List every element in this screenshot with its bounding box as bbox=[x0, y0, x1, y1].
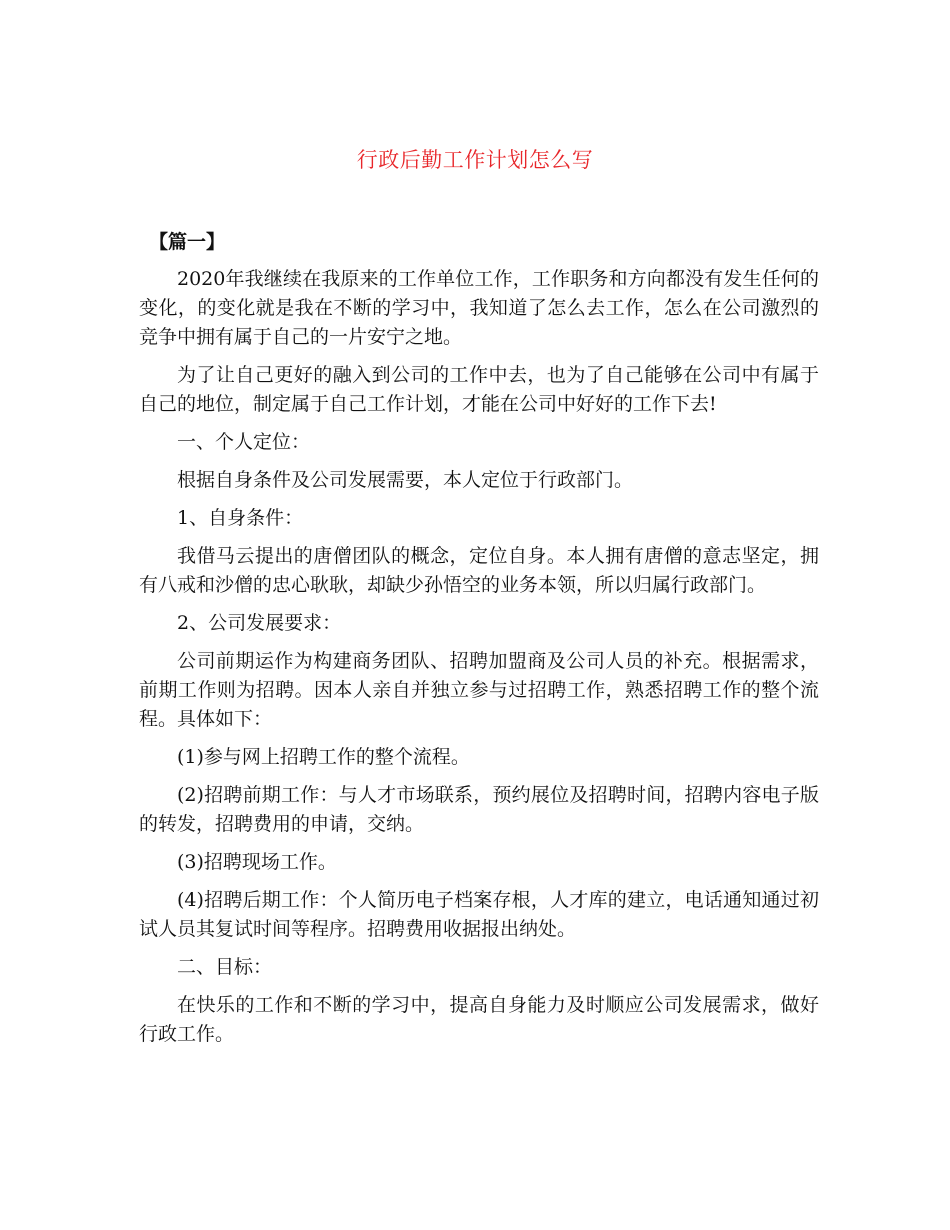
paragraph-purpose: 为了让自己更好的融入到公司的工作中去，也为了自己能够在公司中有属于自己的地位，制定属于自己工作计划，才能在公司中好好的工作下去! bbox=[139, 364, 819, 415]
list-item-onsite-recruiting: (3)招聘现场工作。 bbox=[177, 851, 337, 873]
heading-self-conditions: 1、自身条件： bbox=[177, 507, 304, 529]
list-item-post-recruiting: (4)招聘后期工作：个人简历电子档案存根，人才库的建立，电话通知通过初试人员其复试时间等程序。招聘费用收据报出纳处。 bbox=[139, 889, 819, 940]
paragraph-intro: 2020年我继续在我原来的工作单位工作，工作职务和方向都没有发生任何的变化，的变化就是我在不断的学习中，我知道了怎么去工作，怎么在公司激烈的竞争中拥有属于自己的一片安宁之地。 bbox=[139, 268, 819, 348]
document-body bbox=[139, 228, 819, 1058]
list-item-online-recruiting: (1)参与网上招聘工作的整个流程。 bbox=[177, 746, 470, 768]
paragraph-company-requirements: 公司前期运作为构建商务团队、招聘加盟商及公司人员的补充。根据需求，前期工作则为招聘。因本人亲自并独立参与过招聘工作，熟悉招聘工作的整个流程。具体如下： bbox=[139, 650, 819, 730]
heading-goals: 二、目标： bbox=[177, 956, 273, 978]
paragraph-self-conditions: 我借马云提出的唐僧团队的概念，定位自身。本人拥有唐僧的意志坚定，拥有八戒和沙僧的忠心耿耿，却缺少孙悟空的业务本领，所以归属行政部门。 bbox=[139, 545, 819, 596]
document-title: 行政后勤工作计划怎么写 bbox=[356, 148, 594, 172]
list-item-pre-recruiting: (2)招聘前期工作：与人才市场联系，预约展位及招聘时间，招聘内容电子版的转发，招聘费用的申请，交纳。 bbox=[139, 784, 819, 835]
heading-company-requirements: 2、公司发展要求： bbox=[177, 612, 342, 634]
paragraph-positioning: 根据自身条件及公司发展需要，本人定位于行政部门。 bbox=[177, 469, 634, 491]
section-label-part-one: 【篇一】 bbox=[149, 231, 226, 253]
heading-personal-positioning: 一、个人定位： bbox=[177, 431, 311, 453]
paragraph-goals: 在快乐的工作和不断的学习中，提高自身能力及时顺应公司发展需求，做好行政工作。 bbox=[139, 994, 819, 1045]
